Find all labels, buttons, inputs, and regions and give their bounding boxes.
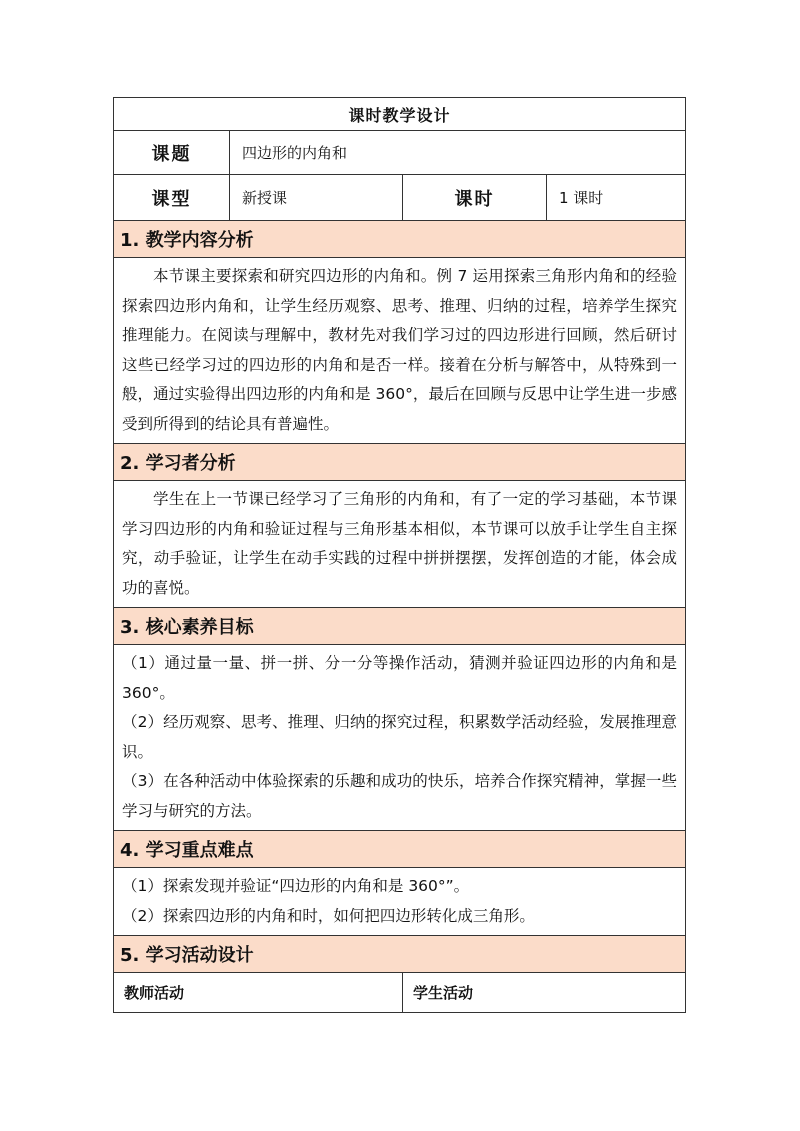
period-label: 课时 xyxy=(402,175,546,220)
section-body-core-goals xyxy=(114,644,685,830)
topic-label: 课题 xyxy=(151,143,192,165)
type-row xyxy=(114,174,685,220)
period-value: 1 课时 xyxy=(546,175,685,220)
section-heading-content-analysis: 1. 教学内容分析 xyxy=(114,220,685,257)
student-activity-header: 学生活动 xyxy=(402,973,685,1012)
section-heading-core-goals: 3. 核心素养目标 xyxy=(114,607,685,644)
topic-value: 四边形的内角和 xyxy=(229,131,685,174)
section-body-content-analysis xyxy=(114,257,685,443)
key-point-item: （1）探索发现并验证“四边形的内角和是 360°”。 xyxy=(122,877,470,895)
section-body-learner-analysis xyxy=(114,480,685,607)
section-heading-key-points: 4. 学习重点难点 xyxy=(114,830,685,867)
goal-item: （3）在各种活动中体验探索的乐趣和成功的快乐，培养合作探究精神，掌握一些学习与研究的方法。 xyxy=(122,772,677,820)
teacher-activity-header: 教师活动 xyxy=(124,984,185,1002)
key-point-item: （2）探索四边形的内角和时，如何把四边形转化成三角形。 xyxy=(122,906,535,925)
document-title: 课时教学设计 xyxy=(348,105,451,125)
activity-header-row xyxy=(114,972,685,1012)
paragraph: 本节课主要探索和研究四边形的内角和。例 7 运用探索三角形内角和的经验探索四边形内角和，让学生经历观察、思考、推理、归纳的过程，培养学生探究推理能力。在阅读与理解中，教材先对我们学习过的四边形进行回顾，然后研讨这些已经学习过的四边形的内角和是否一样。接着在分析与解答中，从特殊到一般，通过实验得出四边形的内角和是 360°，最后在回顾与反思中让学生进一步感受到所得到的结论具有普遍性。 xyxy=(122,267,677,433)
paragraph: 学生在上一节课已经学习了三角形的内角和，有了一定的学习基础，本节课学习四边形的内角和验证过程与三角形基本相似，本节课可以放手让学生自主探究，动手验证，让学生在动手实践的过程中拼拼摆摆，发挥创造的才能，体会成功的喜悦。 xyxy=(122,490,677,597)
section-heading-activity-design: 5. 学习活动设计 xyxy=(114,935,685,972)
lesson-plan-table xyxy=(113,97,686,1013)
type-value: 新授课 xyxy=(229,175,402,220)
section-heading-learner-analysis: 2. 学习者分析 xyxy=(114,443,685,480)
type-label: 课型 xyxy=(151,188,192,210)
section-body-key-points xyxy=(114,867,685,935)
topic-row xyxy=(114,130,685,174)
goal-item: （1）通过量一量、拼一拼、分一分等操作活动，猜测并验证四边形的内角和是 360°。 xyxy=(122,654,677,702)
goal-item: （2）经历观察、思考、推理、归纳的探究过程，积累数学活动经验，发展推理意识。 xyxy=(122,713,677,761)
